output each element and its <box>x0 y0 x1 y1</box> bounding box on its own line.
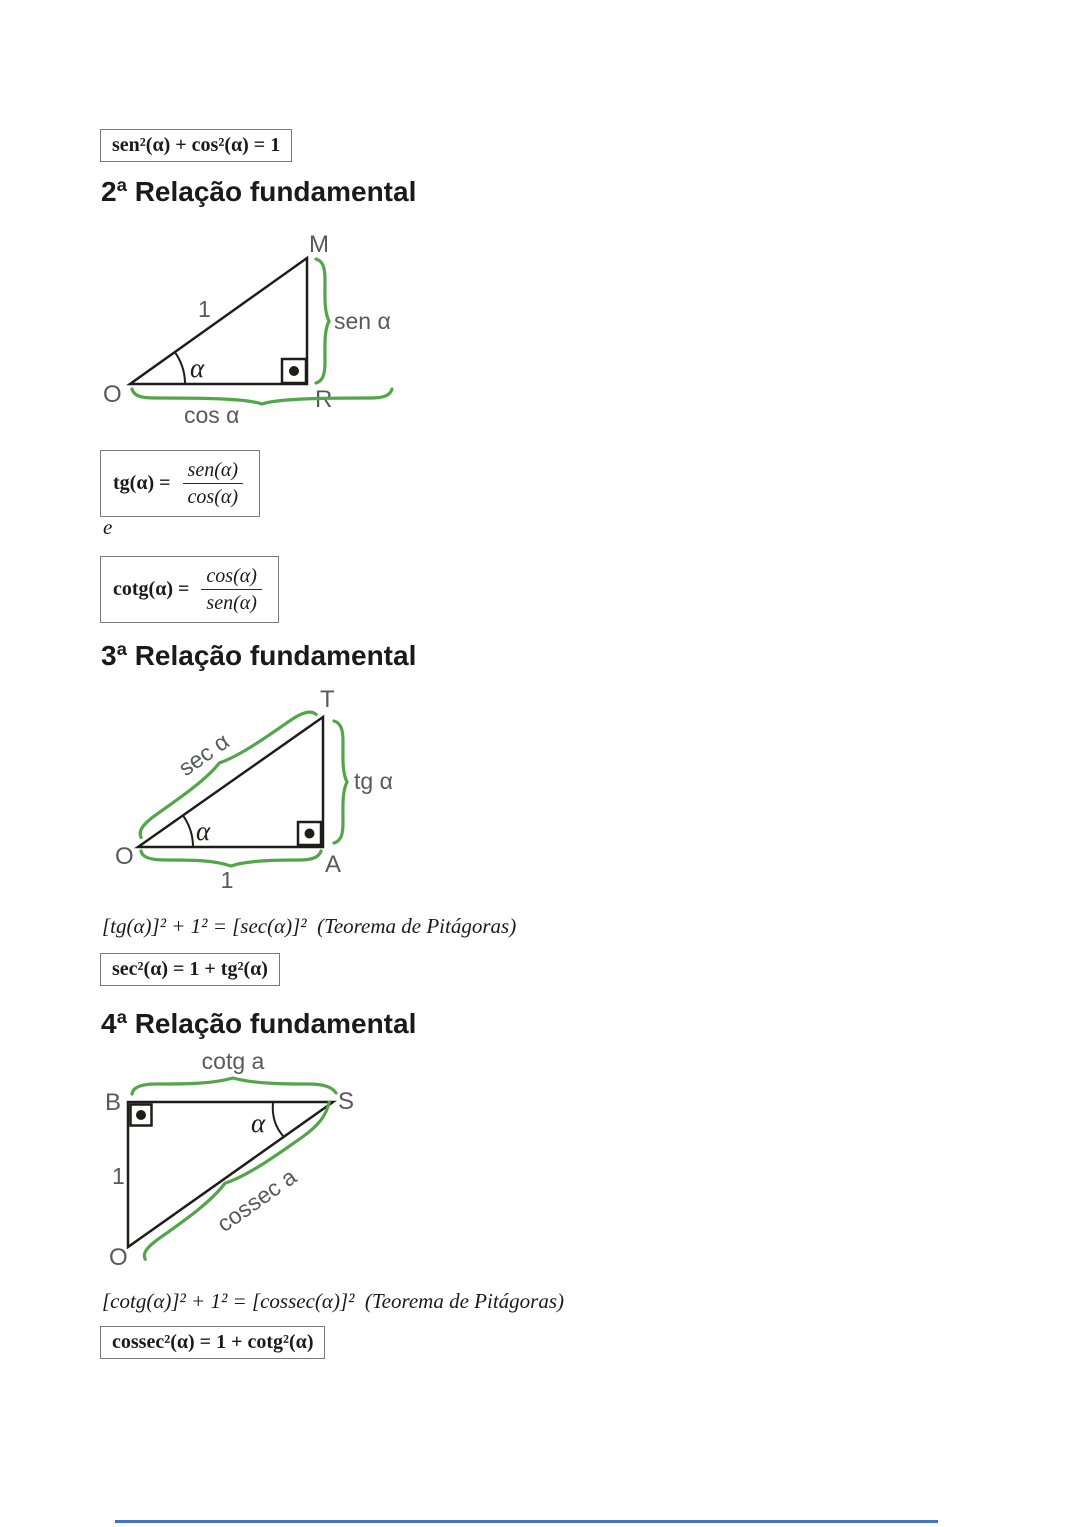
vertex-b-label: B <box>105 1089 122 1116</box>
cossec-brace <box>133 1102 342 1259</box>
vertex-r-label: R <box>315 386 333 413</box>
angle-alpha-label: α <box>196 816 211 846</box>
hypotenuse-brace-group <box>115 685 316 837</box>
tg-fraction <box>183 458 243 509</box>
vertex-t-label: T <box>320 686 335 713</box>
vertex-o-label: O <box>103 381 122 408</box>
right-angle-dot <box>305 829 315 839</box>
triangle-outline <box>130 258 307 384</box>
cos-brace <box>132 389 392 404</box>
heading-relation2: 2ª Relação fundamental <box>101 176 417 207</box>
vertex-s-label: S <box>338 1088 355 1115</box>
pythagoras-cotg-line: [cotg(α)]² + 1² = [cossec(α)]² (Teorema de Pitágoras) <box>102 1289 564 1313</box>
sen-brace <box>316 259 329 383</box>
vertex-a-label: A <box>325 851 342 878</box>
vertex-o-label: O <box>115 843 134 870</box>
tg-numerator: sen(α) <box>183 458 243 484</box>
bottom-divider-line <box>115 1520 938 1523</box>
tg-alpha-label: tg α <box>354 768 393 794</box>
cotg-fraction <box>201 564 261 615</box>
diagram-cosecant-triangle <box>95 1052 405 1277</box>
angle-alpha-label: α <box>190 353 205 383</box>
hypotenuse-brace-group <box>133 1102 359 1277</box>
angle-arc <box>273 1102 284 1137</box>
formula-box-tg <box>100 450 260 517</box>
vertex-m-label: M <box>309 233 329 258</box>
diagram-secant-triangle <box>95 685 455 900</box>
formula-box-relation1: sen²(α) + cos²(α) = 1 <box>100 129 292 162</box>
sec-brace <box>132 701 316 837</box>
sen-alpha-label: sen α <box>334 308 391 334</box>
cotg-denominator: sen(α) <box>206 592 257 614</box>
angle-alpha-label: α <box>251 1108 266 1138</box>
vertex-o-label: O <box>109 1244 128 1271</box>
cotg-lhs: cotg(α) = <box>113 578 190 600</box>
unit-brace <box>141 851 321 866</box>
formula-box-cotg <box>100 556 279 623</box>
cotg-a-label: cotg a <box>201 1052 265 1074</box>
cotg-numerator: cos(α) <box>201 564 261 590</box>
diagram-sine-cosine-triangle <box>95 233 425 433</box>
heading-relation4: 4ª Relação fundamental <box>101 1008 417 1039</box>
right-angle-dot <box>289 366 299 376</box>
formula-box-relation4: cossec²(α) = 1 + cotg²(α) <box>100 1326 325 1359</box>
cotg-brace <box>132 1078 336 1094</box>
side-unit-label: 1 <box>112 1163 125 1189</box>
tg-brace <box>334 721 347 843</box>
connector-e: e <box>103 515 113 539</box>
cossec-a-label: cossec a <box>211 1163 302 1237</box>
right-angle-dot <box>136 1110 146 1120</box>
formula-box-relation3: sec²(α) = 1 + tg²(α) <box>100 953 280 986</box>
unit-label: 1 <box>220 867 234 893</box>
angle-arc <box>183 815 193 847</box>
tg-denominator: cos(α) <box>187 486 239 508</box>
hypotenuse-label: 1 <box>198 296 211 322</box>
tg-lhs: tg(α) = <box>113 472 171 494</box>
angle-arc <box>175 352 185 384</box>
pythagoras-tg-line: [tg(α)]² + 1² = [sec(α)]² (Teorema de Pitágoras) <box>102 914 517 938</box>
sec-alpha-label: sec α <box>173 727 234 781</box>
triangle-outline <box>138 717 323 847</box>
cos-alpha-label: cos α <box>184 402 240 428</box>
heading-relation3: 3ª Relação fundamental <box>101 640 417 671</box>
